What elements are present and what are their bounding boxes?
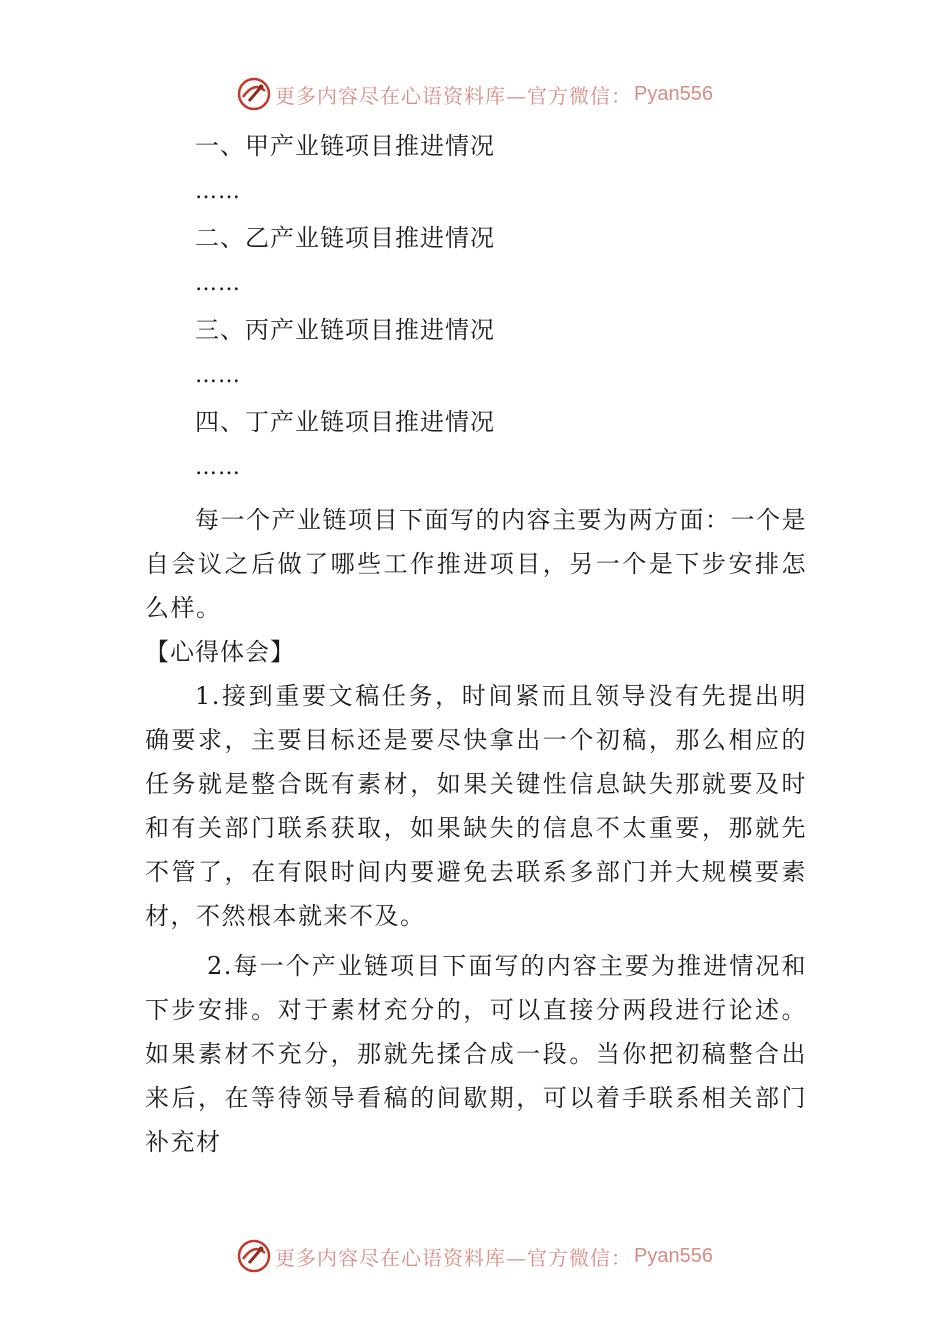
header-watermark bbox=[0, 74, 950, 114]
outline-heading-1: 一、甲产业链项目推进情况 bbox=[195, 132, 495, 160]
experience-item-1: 1.接到重要文稿任务，时间紧而且领导没有先提出明确要求，主要目标还是要尽快拿出一个初稿，那么相应的任务就是整合既有素材，如果关键性信息缺失那就要及时和有关部门联系获取，如果缺失的信息不太重要，那就先不管了，在有限时间内要避免去联系多部门并大规模要素材，不然根本就来不及。 bbox=[145, 682, 807, 930]
watermark-text: 更多内容尽在心语资料库—官方微信： bbox=[275, 1245, 633, 1270]
watermark-text: 更多内容尽在心语资料库—官方微信： bbox=[275, 83, 633, 108]
outline-heading-4: 四、丁产业链项目推进情况 bbox=[195, 408, 495, 436]
document-body bbox=[145, 124, 807, 1164]
outline-heading-3: 三、丙产业链项目推进情况 bbox=[195, 316, 495, 344]
footer-watermark bbox=[0, 1236, 950, 1276]
outline-ellipsis-3: …… bbox=[195, 363, 241, 388]
outline-ellipsis-1: …… bbox=[195, 179, 241, 204]
outline-ellipsis-4: …… bbox=[195, 455, 241, 480]
outline-heading-2: 二、乙产业链项目推进情况 bbox=[195, 224, 495, 252]
experience-section-tag: 【心得体会】 bbox=[145, 638, 295, 666]
library-logo-icon bbox=[237, 1239, 271, 1273]
watermark-wechat-id: Pyan556 bbox=[634, 82, 713, 105]
summary-paragraph: 每一个产业链项目下面写的内容主要为两方面：一个是自会议之后做了哪些工作推进项目，另一个是下步安排怎么样。 bbox=[145, 506, 807, 622]
experience-item-2: 2.每一个产业链项目下面写的内容主要为推进情况和下步安排。对于素材充分的，可以直接分两段进行论述。如果素材不充分，那就先揉合成一段。当你把初稿整合出来后，在等待领导看稿的间歇期，可以着手联系相关部门补充材 bbox=[145, 952, 807, 1156]
library-logo-icon bbox=[237, 77, 271, 111]
watermark-wechat-id: Pyan556 bbox=[634, 1244, 713, 1267]
outline-ellipsis-2: …… bbox=[195, 271, 241, 296]
